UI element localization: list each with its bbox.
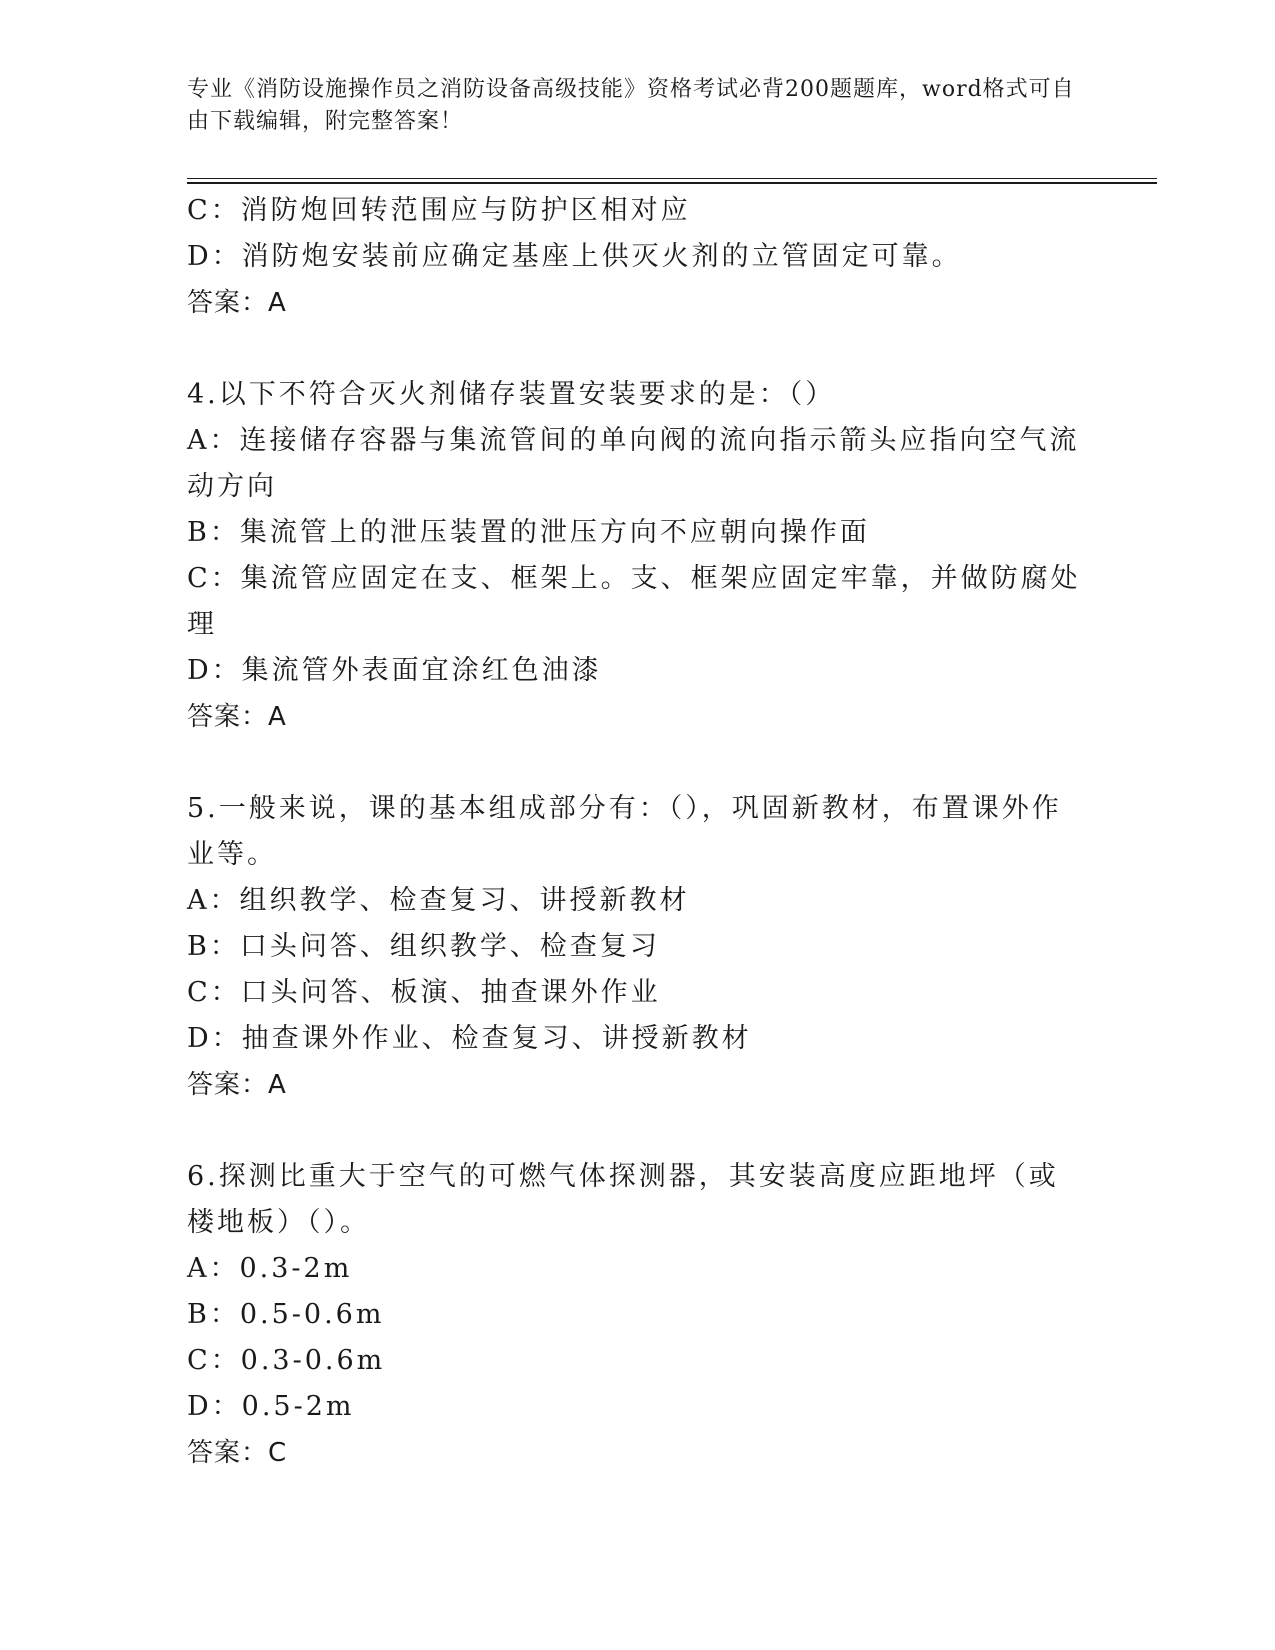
question-text: 6.探测比重大于空气的可燃气体探测器，其安装高度应距地坪（或楼地板）（）。: [187, 1161, 1059, 1238]
option-b: B：0.5-0.6m: [187, 1299, 385, 1330]
option-d: D：抽查课外作业、检查复习、讲授新教材: [187, 1023, 752, 1054]
option-c: C：口头问答、板演、抽查课外作业: [187, 977, 661, 1008]
answer: 答案：A: [187, 702, 287, 732]
question-list: [187, 188, 1087, 1476]
option-a: A：组织教学、检查复习、讲授新教材: [187, 885, 690, 916]
option-a: A：0.3-2m: [187, 1253, 353, 1284]
answer: 答案：A: [187, 288, 287, 318]
question-text: 5.一般来说，课的基本组成部分有：（），巩固新教材，布置课外作业等。: [187, 793, 1062, 870]
option-d: D：集流管外表面宜涂红色油漆: [187, 655, 602, 686]
header-title: 专业《消防设施操作员之消防设备高级技能》资格考试必背200题题库，word格式可自由下载编辑，附完整答案！: [187, 77, 1075, 134]
question-block-4: [187, 372, 1087, 740]
spacer: [187, 1108, 1087, 1154]
option-b: B：集流管上的泄压装置的泄压方向不应朝向操作面: [187, 517, 870, 548]
option-b: B：口头问答、组织教学、检查复习: [187, 931, 660, 962]
question-block-5: [187, 786, 1087, 1108]
option-c: C：消防炮回转范围应与防护区相对应: [187, 195, 691, 226]
header-divider-thin: [187, 178, 1157, 179]
option-d: D：消防炮安装前应确定基座上供灭火剂的立管固定可靠。: [187, 241, 962, 272]
option-c: C：0.3-0.6m: [187, 1345, 386, 1376]
spacer: [187, 740, 1087, 786]
question-block-6: [187, 1154, 1087, 1476]
header-divider-thick: [187, 182, 1157, 184]
answer: 答案：A: [187, 1070, 287, 1100]
option-a: A：连接储存容器与集流管间的单向阀的流向指示箭头应指向空气流动方向: [187, 425, 1080, 502]
document-header: [187, 74, 1087, 138]
spacer: [187, 326, 1087, 372]
option-c: C：集流管应固定在支、框架上。支、框架应固定牢靠，并做防腐处理: [187, 563, 1081, 640]
question-text: 4.以下不符合灭火剂储存装置安装要求的是：（）: [187, 379, 836, 410]
option-d: D：0.5-2m: [187, 1391, 355, 1422]
question-fragment: [187, 188, 1087, 326]
answer: 答案：C: [187, 1438, 288, 1468]
